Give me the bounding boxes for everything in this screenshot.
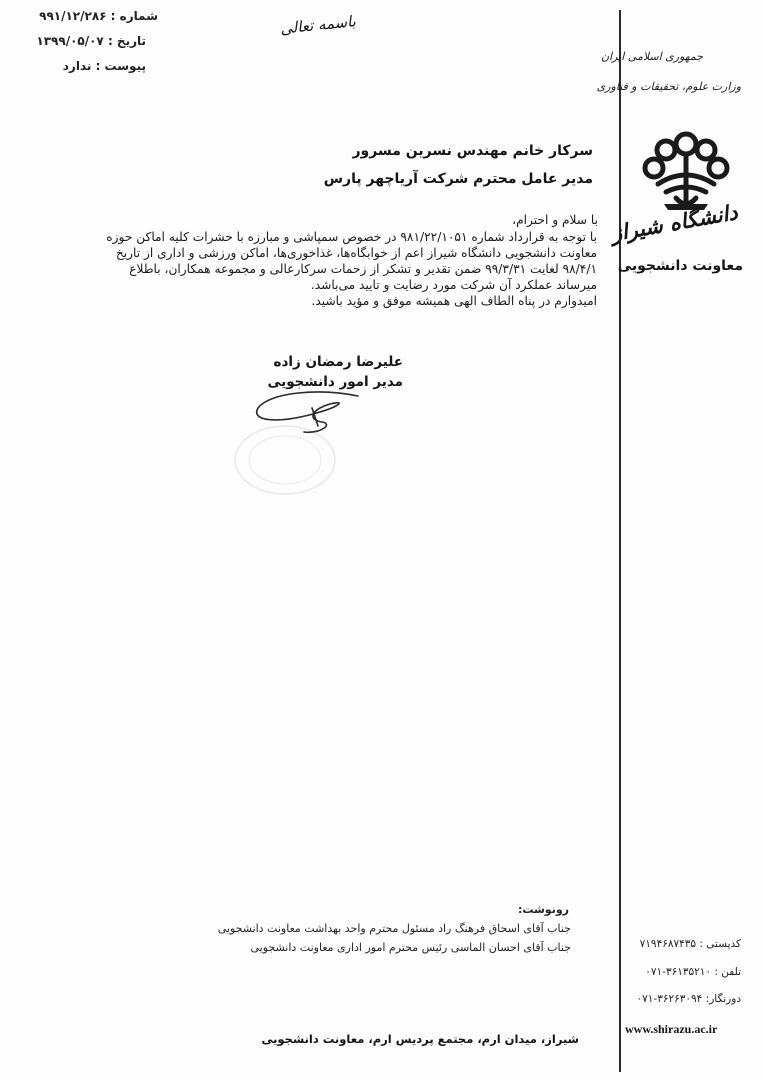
university-name: دانشگاه شیراز <box>609 199 740 246</box>
footer-address: شیراز، میدان ارم، مجتمع پردیس ارم، معاونت دانشجویی <box>261 1032 579 1046</box>
ministry-name: وزارت علوم، تحقیقات و فناوری <box>596 80 741 93</box>
cc-line: جناب آقای احسان الماسی رئیس محترم امور اداری معاونت دانشجویی <box>250 941 571 954</box>
country-name: جمهوری اسلامی ایران <box>600 50 703 63</box>
letter-number: شماره : ۹۹۱/۱۲/۲۸۶ <box>39 9 158 23</box>
body-line: معاونت دانشجویی دانشگاه شیراز اعم از خوابگاه‌ها، غذاخوری‌ها، اماکن ورزشی و اداری از تاریخ <box>115 246 597 260</box>
signer-title: مدیر امور دانشجویی <box>267 374 403 390</box>
letter-date: تاریخ : ۱۳۹۹/۰۵/۰۷ <box>36 34 146 48</box>
body-line: با توجه به قرارداد شماره ۹۸۱/۲۲/۱۰۵۱ در خصوص سمپاشی و مبارزه با حشرات کلیه اماکن حوزه <box>106 230 597 244</box>
sidebar-divider <box>619 10 621 1072</box>
fax-number: دورنگار: ۳۶۲۶۳۰۹۴-۰۷۱ <box>636 993 741 1005</box>
recipient-title: مدیر عامل محترم شرکت آریاچهر پارس <box>323 171 593 187</box>
recipient-name: سرکار خانم مهندس نسرین مسرور <box>352 143 593 159</box>
signer-name: علیرضا رمضان زاده <box>273 354 403 370</box>
letter-body <box>37 229 597 309</box>
body-line: میرساند عملکرد آن شرکت مورد رضایت و تایید می‌باشد. <box>310 278 597 292</box>
postal-code: کدپستی : ۷۱۹۴۶۸۷۴۳۵ <box>639 938 741 950</box>
cc-label: رونوشت: <box>517 903 569 916</box>
body-line: امیدوارم در پناه الطاف الهی همیشه موفق و مؤید باشید. <box>311 294 597 308</box>
website-link[interactable]: www.shirazu.ac.ir <box>625 1022 718 1036</box>
cc-line: جناب آقای اسحاق فرهنگ راد مسئول محترم واحد بهداشت معاونت دانشجویی <box>217 922 571 935</box>
phone-number: تلفن : ۳۶۱۳۵۲۱۰-۰۷۱ <box>645 966 741 978</box>
greeting: با سلام و احترام، <box>512 213 598 227</box>
university-logo <box>609 126 740 250</box>
department-name: معاونت دانشجویی <box>617 258 743 274</box>
stamp-mark <box>230 420 340 500</box>
letter-attachment: پیوست : ندارد <box>62 59 146 73</box>
body-line: ۹۸/۴/۱ لغایت ۹۹/۳/۳۱ ضمن تقدیر و تشکر از زحمات سرکارعالی و مجموعه همکاران، باطلاع <box>129 262 597 276</box>
basmala: باسمه تعالی <box>279 12 357 38</box>
